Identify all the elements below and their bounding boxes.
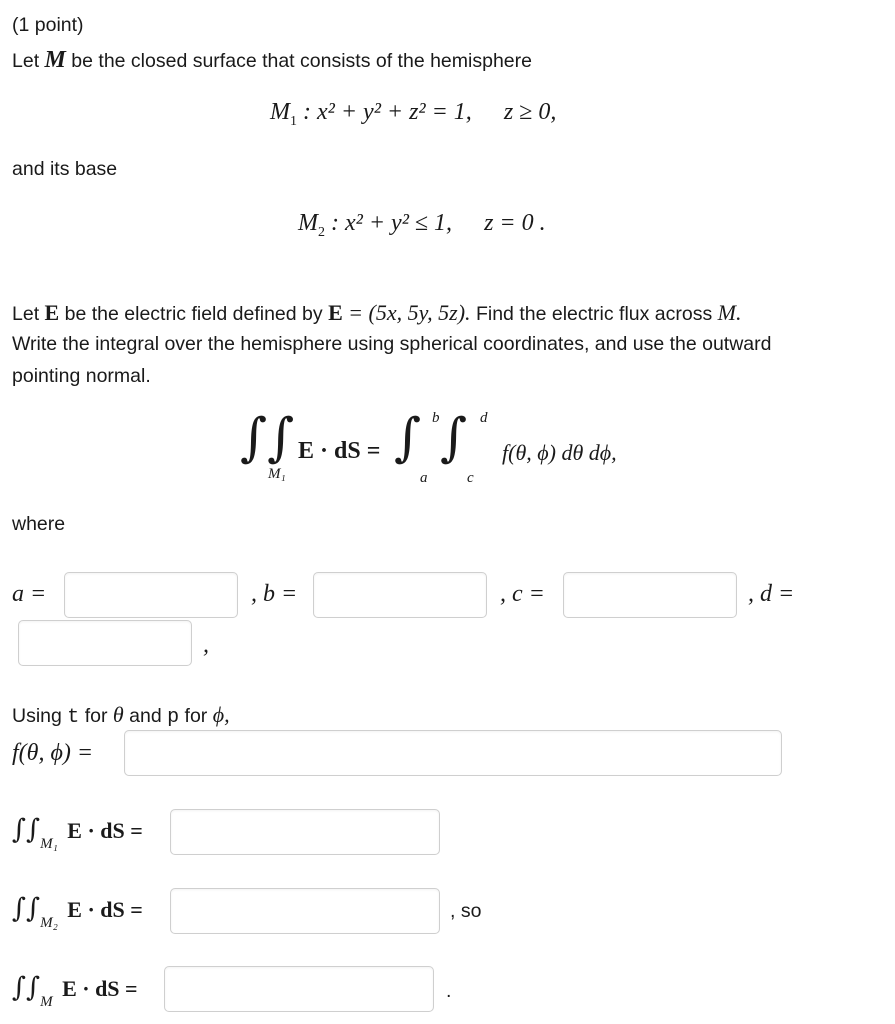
d-input[interactable]: [18, 620, 192, 666]
equation-m2: [298, 210, 546, 240]
flux-m-label: [12, 972, 138, 1010]
m1-body: : x² + y² + z² = 1,: [303, 99, 472, 125]
m2-cond: z = 0 .: [484, 210, 546, 236]
m2-name: M: [298, 210, 318, 236]
flux-m2-integral-sign: ∫∫: [12, 893, 41, 924]
field-line-3: pointing normal.: [12, 365, 151, 387]
integral-display: [240, 408, 680, 498]
f-label: f(θ, ϕ) =: [12, 740, 94, 766]
points-label: (1 point): [12, 14, 84, 36]
m1-name: M: [270, 99, 290, 125]
flux-m2-expr: E · dS =: [67, 897, 143, 922]
m1-cond: z ≥ 0,: [503, 99, 557, 125]
f-input[interactable]: [124, 730, 782, 776]
integral-integrand: [298, 438, 380, 465]
flux-m1-input[interactable]: [170, 809, 440, 855]
m2-sub: 2: [318, 225, 325, 240]
fdef-using: Using: [12, 705, 62, 727]
c-input[interactable]: [563, 572, 737, 618]
field-eq: = (5x, 5y, 5z).: [348, 300, 471, 325]
flux-m-integral-sign: ∫∫: [12, 972, 41, 1003]
d-label: , d =: [748, 581, 795, 607]
double-integral-sign: ∫∫: [240, 408, 295, 468]
fdef-phi: ϕ,: [212, 702, 230, 727]
b-input[interactable]: [313, 572, 487, 618]
a-label: a =: [12, 581, 47, 607]
integral-region: M₁: [268, 466, 286, 482]
field-let: Let: [12, 303, 40, 325]
c-label: , c =: [500, 581, 545, 607]
equation-m1: [270, 99, 557, 129]
flux-m1-sub: M₁: [40, 836, 58, 852]
outer-upper-limit: b: [432, 410, 440, 426]
outer-lower-limit: a: [420, 470, 428, 486]
flux-m2-so: , so: [450, 900, 482, 922]
outer-integral-sign: ∫: [394, 408, 422, 468]
field-E: E: [44, 300, 60, 325]
flux-m-input[interactable]: [164, 966, 434, 1012]
d-trailing-comma: ,: [203, 632, 209, 658]
field-defined: be the electric field defined by: [64, 303, 323, 325]
flux-m1-integral-sign: ∫∫: [12, 814, 41, 845]
intro-var: M: [44, 47, 66, 73]
fdef-theta: θ: [112, 702, 124, 727]
fdef-t: t: [67, 706, 80, 729]
m1-sub: 1: [290, 114, 297, 129]
b-label: , b =: [251, 581, 298, 607]
flux-m2-sub: M₂: [40, 915, 58, 931]
where-label: where: [12, 513, 66, 535]
flux-m-sub: M: [40, 994, 53, 1010]
field-line-2: Write the integral over the hemisphere using spherical coordinates, and use the outward: [12, 333, 772, 355]
field-find: Find the electric flux across: [475, 303, 713, 325]
flux-m1-expr: E · dS =: [67, 818, 143, 843]
integral-rhs: f(θ, ϕ) dθ dϕ,: [502, 440, 617, 465]
flux-m-expr: E · dS =: [62, 976, 138, 1001]
intro-line: [12, 47, 532, 74]
integrand-text: E · dS =: [298, 438, 381, 464]
field-eq-E: E: [328, 300, 343, 325]
a-input[interactable]: [64, 572, 238, 618]
flux-m1-label: [12, 814, 143, 852]
intro-suffix: be the closed surface that consists of the hemisphere: [71, 50, 532, 72]
flux-m2-input[interactable]: [170, 888, 440, 934]
inner-upper-limit: d: [480, 410, 488, 426]
fdef-and: and: [129, 705, 162, 727]
m2-body: : x² + y² ≤ 1,: [331, 210, 453, 236]
intro-prefix: Let: [12, 50, 40, 72]
base-text: and its base: [12, 158, 118, 180]
field-line-1: [12, 300, 741, 326]
fdef-for-2: for: [184, 705, 208, 727]
flux-m-period: .: [446, 980, 452, 1002]
fdef-p: p: [167, 706, 180, 729]
field-M: M.: [717, 300, 742, 325]
fdef-intro: [12, 702, 230, 729]
inner-integral-sign: ∫: [440, 408, 468, 468]
flux-m2-label: [12, 893, 143, 931]
fdef-for-1: for: [84, 705, 108, 727]
inner-lower-limit: c: [467, 470, 474, 486]
